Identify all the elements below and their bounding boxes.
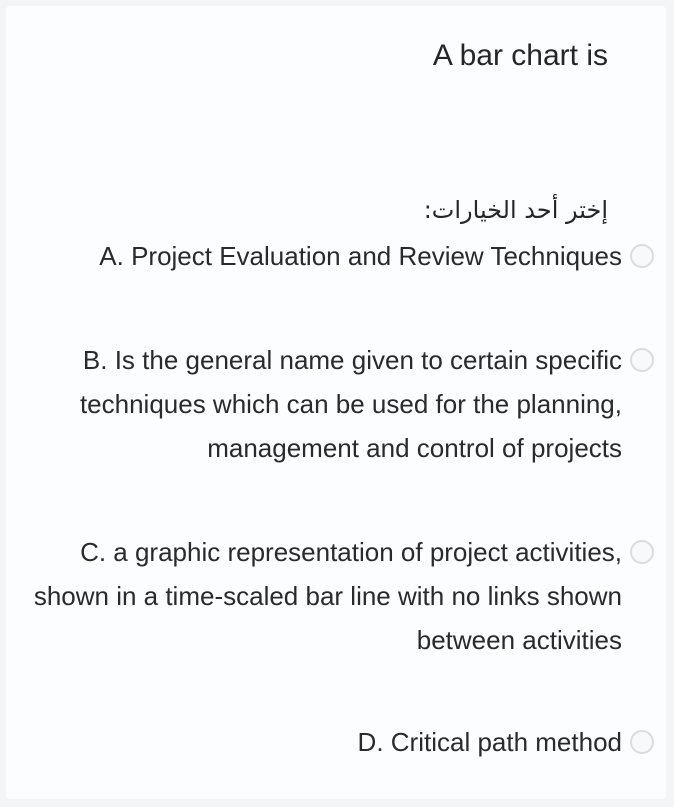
option-b[interactable] xyxy=(22,338,654,470)
option-a[interactable] xyxy=(22,234,654,278)
radio-circle-icon[interactable] xyxy=(630,540,654,564)
option-c-label: C. a graphic representation of project activities, shown in a time-scaled bar line with no links shown between activities xyxy=(33,537,622,655)
radio-circle-icon[interactable] xyxy=(630,730,654,754)
option-a-label: A. Project Evaluation and Review Techniques xyxy=(99,241,622,271)
question-title: A bar chart is xyxy=(432,39,608,72)
instruction-text: إختر أحد الخيارات: xyxy=(423,196,608,224)
radio-circle-icon[interactable] xyxy=(630,244,654,268)
option-d[interactable] xyxy=(22,720,654,764)
radio-circle-icon[interactable] xyxy=(630,348,654,372)
option-b-label: B. Is the general name given to certain specific techniques which can be used for the planning, management and control of projects xyxy=(79,345,622,463)
option-d-label: D. Critical path method xyxy=(357,727,622,757)
option-c[interactable] xyxy=(22,530,654,662)
